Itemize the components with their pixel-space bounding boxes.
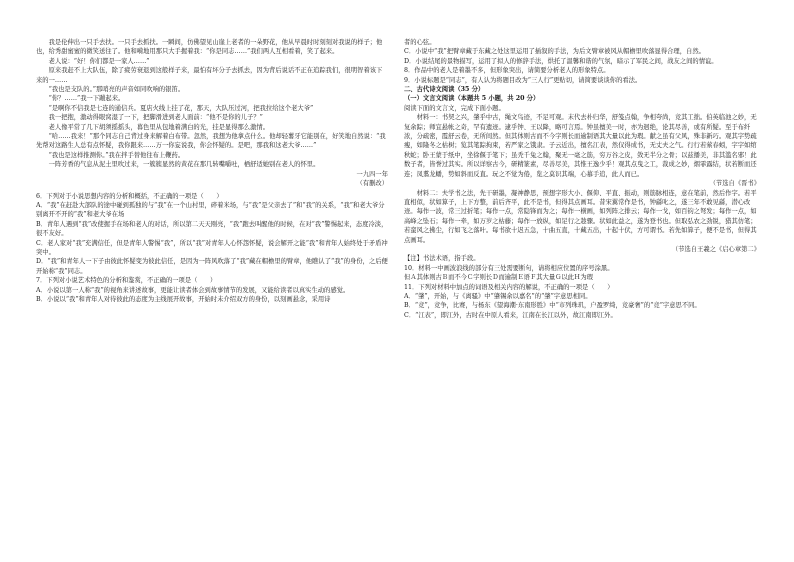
left-paragraph: “是啊你不信我是七连的通信兵。夏店火线上挂了花，那天，大队压过河，把我拉给这个老大爷” (48, 104, 314, 112)
left-paragraph: B．小说以“我”和青年人对待彼此的态度为主线展开故事，开始时未介绍双方的身份，以刻画悬念，采用诗 (36, 295, 331, 303)
left-paragraph: 我是伦伸出一只手去扶。一只手去抓扶。一瞬间，仿佛望见山崖上老者的一朵野花，他从早晨时时刻刻对我说的样子；他也，给秀甜蜜蜜的微笑送往了。他和嗬地用那只大手握着我：“你是同志……”我们两人互相看着，笑了起来。 (36, 39, 383, 56)
left-paragraph: 6．下列对于小说思想内容的分析和概括，不正确的一项是（ ） (36, 192, 223, 200)
left-paragraph: 我一把抱，激动得眼窝湿了一下，把脚滑进到老人面前：“他不是你的儿子？” (48, 114, 263, 122)
left-paragraph: “你？……”我一下蹦起来。 (48, 95, 125, 103)
right-paragraph: C．“江表”，即江外，古时在中原人看来，江南在长江以外，故江南即江外。 (404, 311, 617, 319)
right-paragraph: D．小说结尾的景物描写，运用了拟人的修辞手法，烘托了温馨和谐的气氛，暗示了军民之间，战友之间的情谊。 (404, 57, 718, 65)
right-paragraph: 二、古代诗文阅读（35 分） (404, 86, 485, 94)
right-paragraph: （一）文言文阅读（本题共 5 小题，共 20 分） (404, 95, 540, 103)
right-paragraph: （节选自王羲之《启心章第二》 (671, 245, 760, 253)
left-column (36, 38, 388, 304)
right-paragraph: 10．材料一中画波浪线的部分有三处需要断句，请将相应位置的序号涂黑。 (404, 264, 614, 272)
right-column (404, 38, 760, 320)
left-paragraph: A．小说以第一人称“我”的视角来讲述故事，更能让读者体会到故事情节的发展，又能给读者以真实生动的感觉。 (36, 286, 350, 294)
right-paragraph: A．“肇”，开始，与《离骚》中“肇锡余以嘉名”的“肇”字意思相同。 (404, 292, 592, 300)
right-paragraph: 9．小说标题是“同志”，有人认为将题目改为“三人行”更贴切，请简要谈谈你的看法。 (404, 76, 642, 84)
left-paragraph: （有删改） (356, 180, 388, 188)
left-paragraph: “我也是支队的。”那哨亮的声音如同吹响的银笛。 (48, 86, 185, 94)
left-paragraph: 一九四一年 (356, 170, 388, 178)
right-paragraph: 8．作品中的老人是着墨不多，但形象突出，请简要分析老人的形象特点。 (404, 67, 610, 75)
right-paragraph: 材料二：夫学书之法，先干研墨，凝神静思，预想字形大小、偃仰、平直、振动，则筋脉相连，意在笔前，然后作字。若平直相似，状如算子，上下方整，前后齐平，此不是书，但得其点画耳。昔宋翼常作是书，钟繇叱之，遂三年不敢见繇，潜心改迹。每作一波，常三过折笔；每作一点，常隐锋而为之；每作一横画，如列阵之排云；每作一戈，如百钧之弩发；每作一点，如高峰之坠石；每作一牵，如万岁之枯藤；每作一放纵，如足行之趁骤。状如此益之，遂为登书也。但取弘农之劲锐，猎其仿笔；若蛮风之拂尘，行如飞之落叶。每书欲十迟五急，十曲五直，十藏五出，十起十伏，方可谓书。若先如算子，便不是书，但得其点画耳。 (404, 189, 757, 244)
right-paragraph: B．“竞”，竞争，比赛，与杨东《望海潮·东南形胜》中“市列珠玑，户盈罗绮，竞豪奢”的“竞”字意思不同。 (404, 302, 701, 310)
left-paragraph: 老人像平常了几下胡须摇摇头，暮色里从包地着满白的光，挂是显得那么激情。 (48, 123, 269, 131)
right-paragraph: C．小说中“我”把臂章藏于东藏之处这里运用了插叙的手法，为后文臂章被风从帽檐里吹落显得合理，自然。 (404, 48, 705, 56)
left-paragraph: 一阵芳香的气息从泥土里吹过来，一簇簇显然的黄花在那几转嘴嚼吐，栖舒适她别在老人的怀里。 (48, 161, 320, 169)
left-paragraph: 7．下列对小说艺术特色的分析和鉴赏，不正确的一项是（ ） (36, 277, 217, 285)
left-paragraph: C．老人家对“我”充满信任，但是青年人警惕“我”，所以“我”对青年人心怀怨怀疑，说会解开之能“我”和青年人始终处于矛盾冲突中。 (36, 239, 388, 256)
right-paragraph: 【注】书法术语，指手段。 (404, 255, 480, 263)
right-paragraph: 材料一：书契之兴，肇乎中古，绳文鸟迹，不足可观。末代去朴归华，舒笺点翰，争相夸尚，竞其工拙。伯英临池之妙，无复余踪；师宜悬帐之奇，罕有遗迹。逮乎钟、王以降，略可言焉。钟虽擅美一时，亦为迥绝，论其尽善，或有所疑。至于布纤浓，分疏密，霞舒云卷，无所间然。但其体则古而不今字则长而逾制语其大量以此为瑕。献之虽有父风，殊非新巧。观其字势疏瘦，如隆冬之枯树；览其笔踪拘束，若严家之饿隶。子云近出，擅名江表，然仅得成书，无丈夫之气。行行若萦春蚓，字字如绾秋蛇；卧王蒙于纸中，坐徐偃于笔下；虽秃千兔之翰，聚无一毫之筋，穷万谷之皮，敛无半分之骨；以兹播美，非其滥名邪！此数子者，皆誉过其实。所以详察古今，研精篆素，尽善尽美，其惟王逸少乎！观其点曳之工，裁成之妙，烟霏露结，状若断而还连；凤翥龙蟠，势如斜而反直。玩之不觉为倦，览之莫识其端，心慕手追，此人而已。 (404, 114, 757, 178)
right-paragraph: 11．下列对材料中加点的词语及相关内容的解说，不正确的一项是（ ） (404, 283, 614, 291)
left-paragraph: 老人说：“好！你们都是一家人……” (48, 57, 150, 65)
left-paragraph: “我也是这样推测你。”我在拌手替他往布上鞭药。 (48, 151, 185, 159)
left-paragraph: A．“我”在赶赴大部队的途中碰到孤独的与“我”在一个山村里，碎着米场，与“我”是父亲去了”和“我”的关系，“我”和老大爷分别离开不开的“我”和老大爷在场 (36, 201, 385, 219)
left-paragraph: B．青年人遇到“我”改使握手在场和老人的对话，所以第二天天刚亮，“我”跑去叫醒他的时候，在对“我”警惕起来，态度冷淡，很不友好。 (36, 220, 388, 238)
left-paragraph: 原来我赶不上大队伍，除了疲劳衰退到这般样子来，最怕有坏分子去抓去，因为背后说话不正在追踪我们，很明智着该下来的一…… (36, 67, 383, 84)
left-paragraph: “哈……我来！”那个同志自己背过身来解着白布带。忽然，我想为他拿点什么。他却轻薯牙它能别在，好笑地自然说：“我先帮对这路生人总有点怀疑，我你跟来……万一你妄说我，你会怀疑的。是吧，那我和这老大爷……” (36, 133, 386, 150)
left-paragraph: D．“我”和青年人一下子由彼此怀疑变为彼此信任，是因为一阵风吹落了“我”藏在帽檐里的臂章，他瞧认了“我”的身份，之后便开始称“我”同志。 (36, 258, 388, 275)
right-paragraph: （节选自《晋书》 (709, 180, 760, 188)
right-paragraph: 者的心弦。 (404, 39, 436, 46)
right-paragraph: 阅读下面的文言文，完成下面小题。 (404, 104, 505, 112)
right-paragraph: 但Ａ其体则古Ｂ而不今Ｃ字则长Ｄ而逾制Ｅ语Ｆ其大量Ｇ以此Ｈ为瑕 (404, 274, 593, 282)
